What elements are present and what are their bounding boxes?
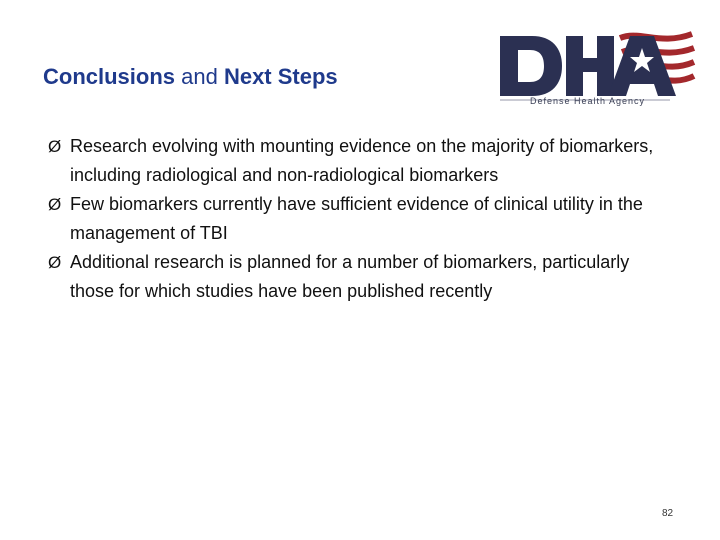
page-number: 82 (662, 508, 674, 519)
bullet-text: Few biomarkers currently have sufficient evidence of clinical utility in the management of TBI (70, 194, 643, 243)
logo-subtitle: Defense Health Agency (530, 96, 646, 106)
title-conclusions: Conclusions (43, 64, 176, 89)
arrow-bullet-icon: Ø (48, 137, 62, 156)
arrow-bullet-icon: Ø (48, 195, 62, 214)
list-item (48, 190, 678, 248)
page-title (43, 62, 338, 92)
list-item (48, 132, 678, 190)
bullet-text: Research evolving with mounting evidence on the majority of biomarkers, including radiological and non-radiological biomarkers (70, 136, 654, 185)
bullet-text: Additional research is planned for a number of biomarkers, particularly those for which studies have been published recently (70, 252, 630, 301)
bullet-list (48, 132, 678, 306)
logo-letter-d (500, 36, 562, 96)
title-next-steps: Next Steps (223, 64, 338, 89)
list-item (48, 248, 678, 306)
logo-letter-h (566, 36, 614, 96)
arrow-bullet-icon: Ø (48, 253, 62, 272)
title-and: and (175, 64, 224, 89)
